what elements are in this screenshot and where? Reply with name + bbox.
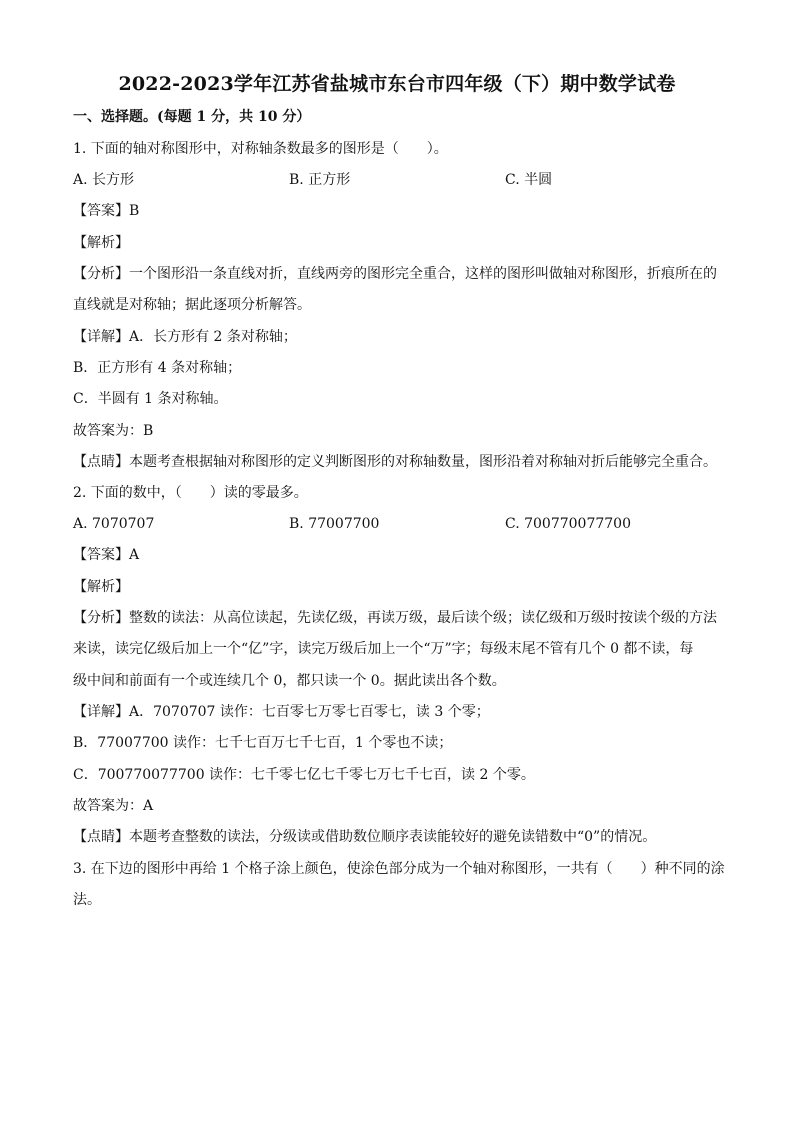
question-2-detail-line-3: C．700770077700 读作：七千零七亿七千零七万七千七百，读 2 个零。 [73,767,535,783]
question-2-option-a: A. 7070707 [73,516,155,532]
question-2-detail-line-2: B．77007700 读作：七千七百万七千七百，1 个零也不读； [73,735,453,751]
question-1-detail-line-2: B．正方形有 4 条对称轴； [73,360,242,376]
question-2-analysis-line-2: 来读，读完亿级后加上一个“亿”字，读完万级后加上一个“万”字；每级末尾不管有几个 0 都不读，每 [73,641,694,657]
question-1-stem: 1. 下面的轴对称图形中，对称轴条数最多的图形是（ ）。 [73,141,448,157]
question-1-detail-line-3: C．半圆有 1 条对称轴。 [73,391,228,407]
question-2-analysis-label: 【解析】 [73,579,129,595]
question-3-stem-line-2: 法。 [73,892,101,908]
section-heading: 一、选择题。(每题 1 分，共 10 分） [73,109,311,125]
question-1-comment: 【点睛】本题考查根据轴对称图形的定义判断图形的对称轴数量，图形沿着对称轴对折后能够完全重合。 [73,454,717,470]
question-1-analysis-line-2: 直线就是对称轴；据此逐项分析解答。 [73,297,311,313]
question-2-analysis-line-1: 【分析】整数的读法：从高位读起，先读亿级，再读万级，最后读个级；读亿级和万级时按读个级的方法 [73,610,717,626]
question-2-answer: 【答案】A [73,547,140,563]
question-2-option-c: C. 700770077700 [505,516,631,532]
page-title: 2022-2023学年江苏省盐城市东台市四年级（下）期中数学试卷 [118,73,676,95]
question-2-stem: 2. 下面的数中，（ ）读的零最多。 [73,485,308,501]
question-3-stem-line-1: 3. 在下边的图形中再给 1 个格子涂上颜色，使涂色部分成为一个轴对称图形，一共有（ ）种不同的涂 [73,861,725,877]
question-2-analysis-line-3: 级中间和前面有一个或连续几个 0，都只读一个 0。据此读出各个数。 [73,673,506,689]
question-2-final-answer: 故答案为：A [73,798,154,814]
question-1-analysis-line-1: 【分析】一个图形沿一条直线对折，直线两旁的图形完全重合，这样的图形叫做轴对称图形，折痕所在的 [73,266,717,282]
question-2-option-b: B. 77007700 [289,516,380,532]
question-1-option-a: A. 长方形 [73,172,135,188]
question-1-answer: 【答案】B [73,203,140,219]
question-1-final-answer: 故答案为：B [73,423,154,439]
question-1-analysis-label: 【解析】 [73,235,129,251]
question-2-comment: 【点睛】本题考查整数的读法，分级读或借助数位顺序表读能较好的避免读错数中“0”的情况。 [73,829,657,845]
question-1-detail-line-1: 【详解】A．长方形有 2 条对称轴； [73,329,297,345]
question-1-option-c: C. 半圆 [505,172,553,188]
question-1-option-b: B. 正方形 [289,172,351,188]
question-2-detail-line-1: 【详解】A．7070707 读作：七百零七万零七百零七，读 3 个零； [73,704,490,720]
